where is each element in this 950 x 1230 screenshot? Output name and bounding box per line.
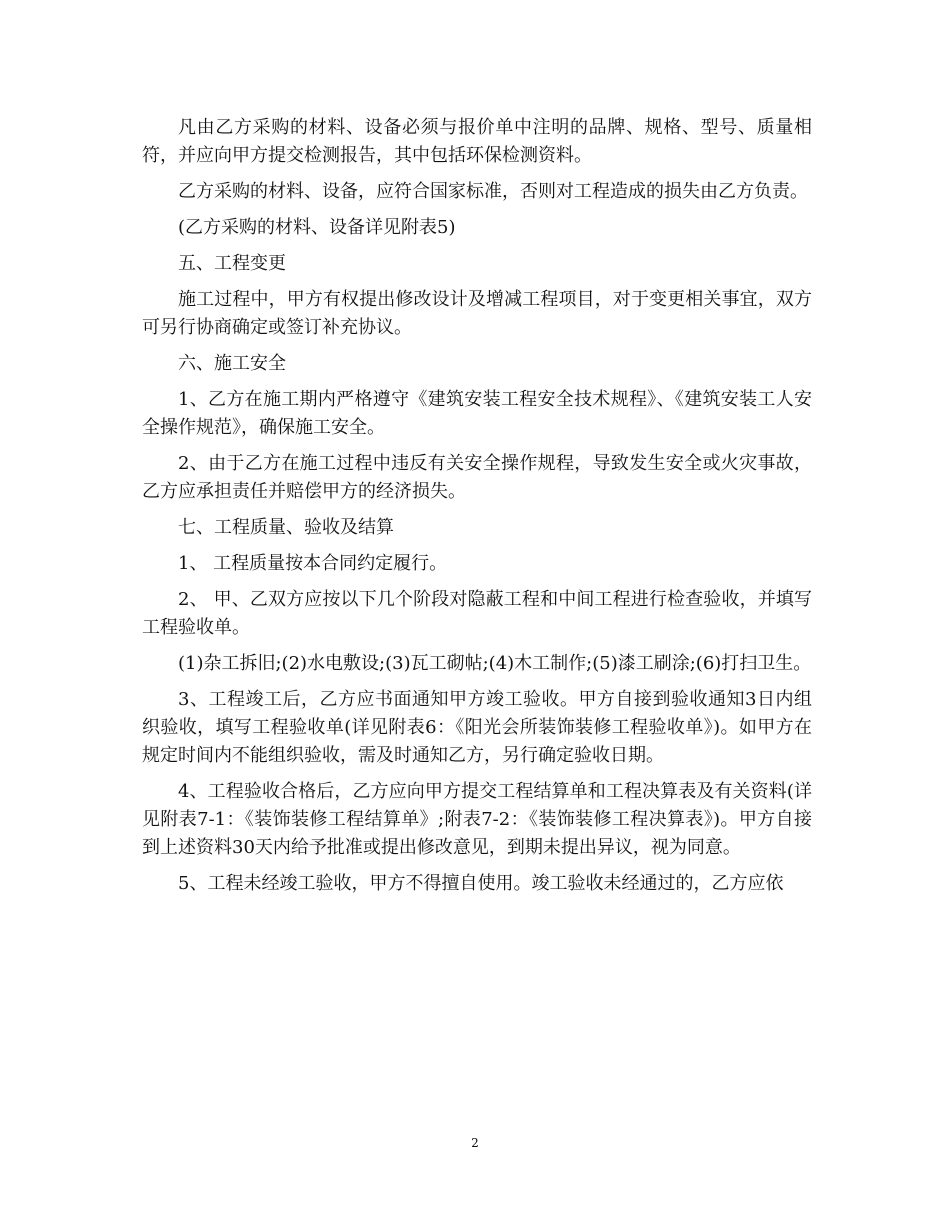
page-number: 2	[471, 1136, 479, 1150]
paragraph-quality-2: 2、 甲、乙双方应按以下几个阶段对隐蔽工程和中间工程进行检查验收，并填写工程验收单。	[142, 589, 812, 638]
paragraph-project-change: 施工过程中，甲方有权提出修改设计及增减工程项目，对于变更相关事宜，双方可另行协商确定或签订补充协议。	[142, 289, 812, 338]
document-body	[142, 114, 812, 906]
paragraph-quality-stages: (1)杂工拆旧;(2)水电敷设;(3)瓦工砌帖;(4)木工制作;(5)漆工刷涂;(6)打扫卫生。	[178, 653, 812, 674]
paragraph-material-standard: 乙方采购的材料、设备，应符合国家标准，否则对工程造成的损失由乙方负责。	[178, 181, 808, 202]
paragraph-quality-5: 5、工程未经竣工验收，甲方不得擅自使用。竣工验收未经通过的，乙方应依	[178, 873, 784, 894]
section-heading-project-change: 五、工程变更	[178, 253, 286, 274]
paragraph-safety-2: 2、由于乙方在施工过程中违反有关安全操作规程，导致发生安全或火灾事故，乙方应承担责任并赔偿甲方的经济损失。	[142, 453, 812, 502]
paragraph-quality-3: 3、工程竣工后，乙方应书面通知甲方竣工验收。甲方自接到验收通知3日内组织验收，填写工程验收单(详见附表6：《阳光会所装饰装修工程验收单》)。如甲方在规定时间内不能组织验收，需及时通知乙方，另行确定验收日期。	[142, 689, 812, 766]
paragraph-material-appendix: (乙方采购的材料、设备详见附表5)	[178, 217, 456, 238]
paragraph-material-quality: 凡由乙方采购的材料、设备必须与报价单中注明的品牌、规格、型号、质量相符，并应向甲方提交检测报告，其中包括环保检测资料。	[142, 117, 812, 166]
paragraph-quality-4: 4、工程验收合格后，乙方应向甲方提交工程结算单和工程决算表及有关资料(详见附表7-1：《装饰装修工程结算单》;附表7-2：《装饰装修工程决算表》)。甲方自接到上述资料30天内给予批准或提出修改意见，到期未提出异议，视为同意。	[142, 781, 812, 858]
section-heading-construction-safety: 六、施工安全	[178, 353, 286, 374]
paragraph-safety-1: 1、乙方在施工期内严格遵守《建筑安装工程安全技术规程》、《建筑安装工人安全操作规范》，确保施工安全。	[142, 389, 812, 438]
paragraph-quality-1: 1、 工程质量按本合同约定履行。	[178, 553, 448, 574]
section-heading-quality-acceptance: 七、工程质量、验收及结算	[178, 517, 394, 538]
